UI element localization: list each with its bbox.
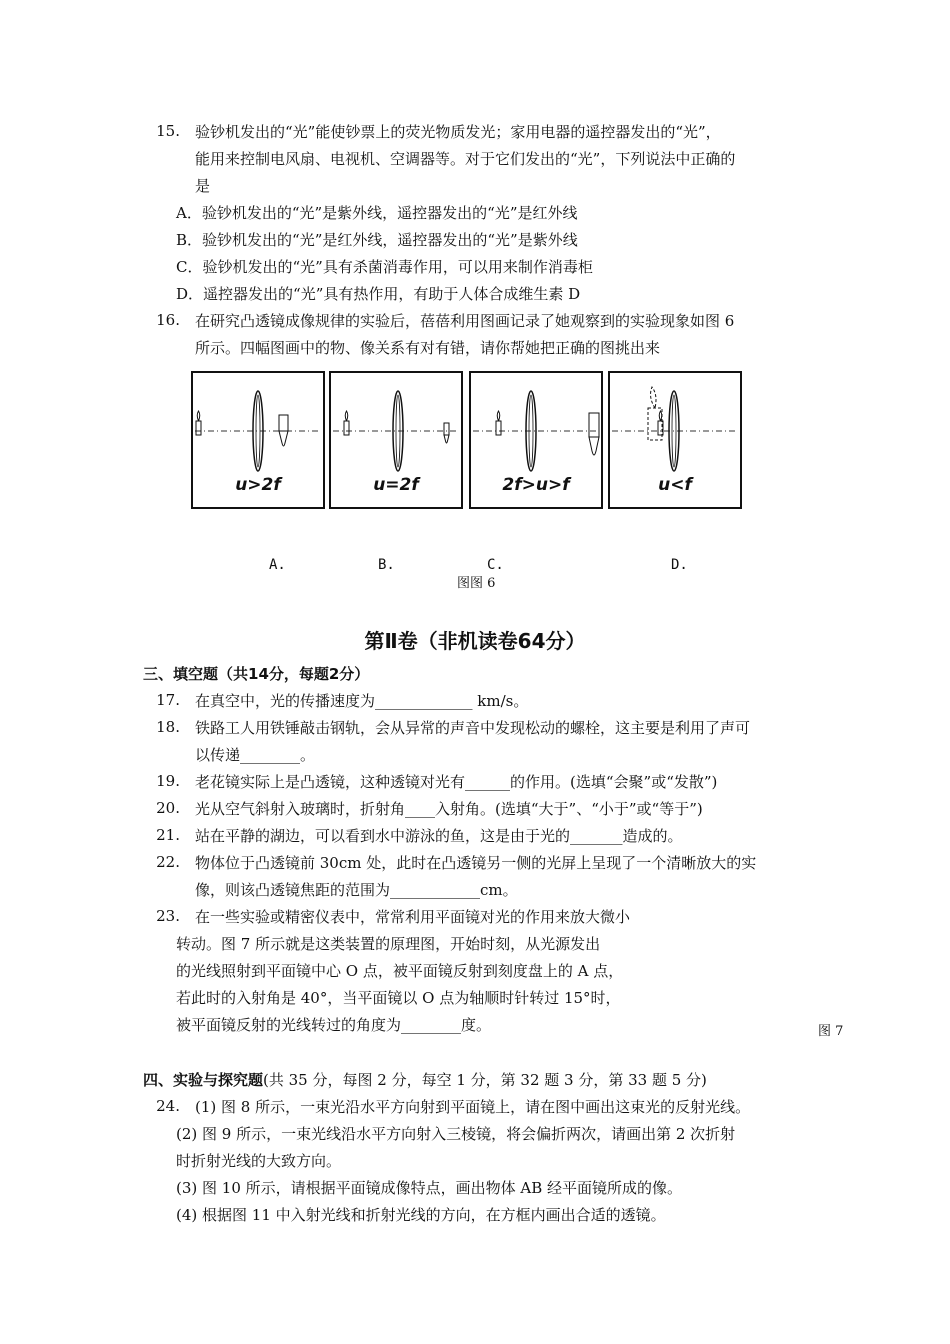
q16-number: 16. <box>156 311 180 329</box>
q15-stem-line-3: 是 <box>195 177 211 195</box>
q23-line-4: 被平面镜反射的光线转过的角度为________度。 <box>176 1016 492 1034</box>
figure6-panel-c <box>469 371 603 509</box>
q15-option-d: D．遥控器发出的“光”具有热作用，有助于人体合成维生素 D <box>176 285 581 303</box>
q15-number: 15. <box>156 122 180 140</box>
q23-line-2: 的光线照射到平面镜中心 O 点，被平面镜反射到刻度盘上的 A 点， <box>176 962 624 980</box>
q16-stem-line-2: 所示。四幅图画中的物、像关系有对有错，请你帮她把正确的图挑出来 <box>195 339 661 357</box>
q19-text: 老花镜实际上是凸透镜，这种透镜对光有______的作用。(选填“会聚”或“发散”) <box>195 773 718 791</box>
figure7-caption: 图 7 <box>818 1024 844 1039</box>
section4-heading-detail: (共 35 分，每图 2 分，每空 1 分，第 32 题 3 分，第 33 题 5 分) <box>263 1071 707 1089</box>
q16-stem-line-1: 在研究凸透镜成像规律的实验后，蓓蓓利用图画记录了她观察到的实验现象如图 6 <box>195 312 735 330</box>
q15-stem-line-2: 能用来控制电风扇、电视机、空调器等。对于它们发出的“光”，下列说法中正确的 <box>195 150 736 168</box>
q18-text: 铁路工人用铁锤敲击钢轨，会从异常的声音中发现松动的螺栓，这主要是利用了声可 <box>195 719 751 737</box>
section3-heading: 三、填空题（共14分，每题2分） <box>143 665 370 683</box>
q23-line-1: 转动。图 7 所示就是这类装置的原理图，开始时刻，从光源发出 <box>176 935 601 953</box>
figure6-caption: 图图 6 <box>457 576 496 591</box>
q17-number: 17. <box>156 691 180 709</box>
q24-part-3: (3) 图 10 所示，请根据平面镜成像特点，画出物体 AB 经平面镜所成的像。 <box>176 1179 683 1197</box>
q22-text-2: 像，则该凸透镜焦距的范围为____________cm。 <box>195 881 518 899</box>
section4-heading: 四、实验与探究题 <box>143 1071 264 1089</box>
section4-heading-row <box>143 1070 707 1090</box>
q22-number: 22. <box>156 853 180 871</box>
q24-part-4: (4) 根据图 11 中入射光线和折射光线的方向，在方框内画出合适的透镜。 <box>176 1206 666 1224</box>
panel-d-label: D. <box>671 557 688 573</box>
q23-text: 在一些实验或精密仪表中，常常利用平面镜对光的作用来放大微小 <box>195 908 631 926</box>
part2-title: 第Ⅱ卷（非机读卷64分） <box>364 629 586 653</box>
q24-part-1: (1) 图 8 所示，一束光沿水平方向射到平面镜上，请在图中画出这束光的反射光线。 <box>195 1098 751 1116</box>
q15-option-a: A．验钞机发出的“光”是紫外线，遥控器发出的“光”是红外线 <box>176 204 578 222</box>
q21-number: 21. <box>156 826 180 844</box>
panel-b-label: B. <box>378 557 395 573</box>
q24-number: 24. <box>156 1097 180 1115</box>
q23-line-3: 若此时的入射角是 40°，当平面镜以 O 点为轴顺时针转过 15°时， <box>176 989 621 1007</box>
panel-c-condition: 2f>u>f <box>502 475 570 495</box>
q17-text: 在真空中，光的传播速度为_____________ km/s。 <box>195 692 529 710</box>
q21-text: 站在平静的湖边，可以看到水中游泳的鱼，这是由于光的_______造成的。 <box>195 827 683 845</box>
panel-a-condition: u>2f <box>235 475 281 495</box>
q20-text: 光从空气斜射入玻璃时，折射角____入射角。(选填“大于”、“小于”或“等于”) <box>195 800 703 818</box>
q18-number: 18. <box>156 718 180 736</box>
figure6-panel-a <box>191 371 325 509</box>
panel-a-label: A. <box>269 557 286 573</box>
q22-text: 物体位于凸透镜前 30cm 处，此时在凸透镜另一侧的光屏上呈现了一个清晰放大的实 <box>195 854 757 872</box>
q23-number: 23. <box>156 907 180 925</box>
panel-c-label: C. <box>487 557 504 573</box>
q15-stem-line-1: 验钞机发出的“光”能使钞票上的荧光物质发光；家用电器的遥控器发出的“光”， <box>195 123 721 141</box>
q18-text-2: 以传递________。 <box>195 746 316 764</box>
panel-d-condition: u<f <box>658 475 692 495</box>
q19-number: 19. <box>156 772 180 790</box>
q24-part-2: (2) 图 9 所示，一束光线沿水平方向射入三棱镜，将会偏折两次，请画出第 2 次折射 <box>176 1125 736 1143</box>
q15-option-b: B．验钞机发出的“光”是红外线，遥控器发出的“光”是紫外线 <box>176 231 578 249</box>
q24-part-2-cont: 时折射光线的大致方向。 <box>176 1152 342 1170</box>
figure6-panel-d <box>608 371 742 509</box>
figure6-panel-b <box>329 371 463 509</box>
q20-number: 20. <box>156 799 180 817</box>
q15-option-c: C．验钞机发出的“光”具有杀菌消毒作用，可以用来制作消毒柜 <box>176 258 593 276</box>
panel-b-condition: u=2f <box>373 475 419 495</box>
